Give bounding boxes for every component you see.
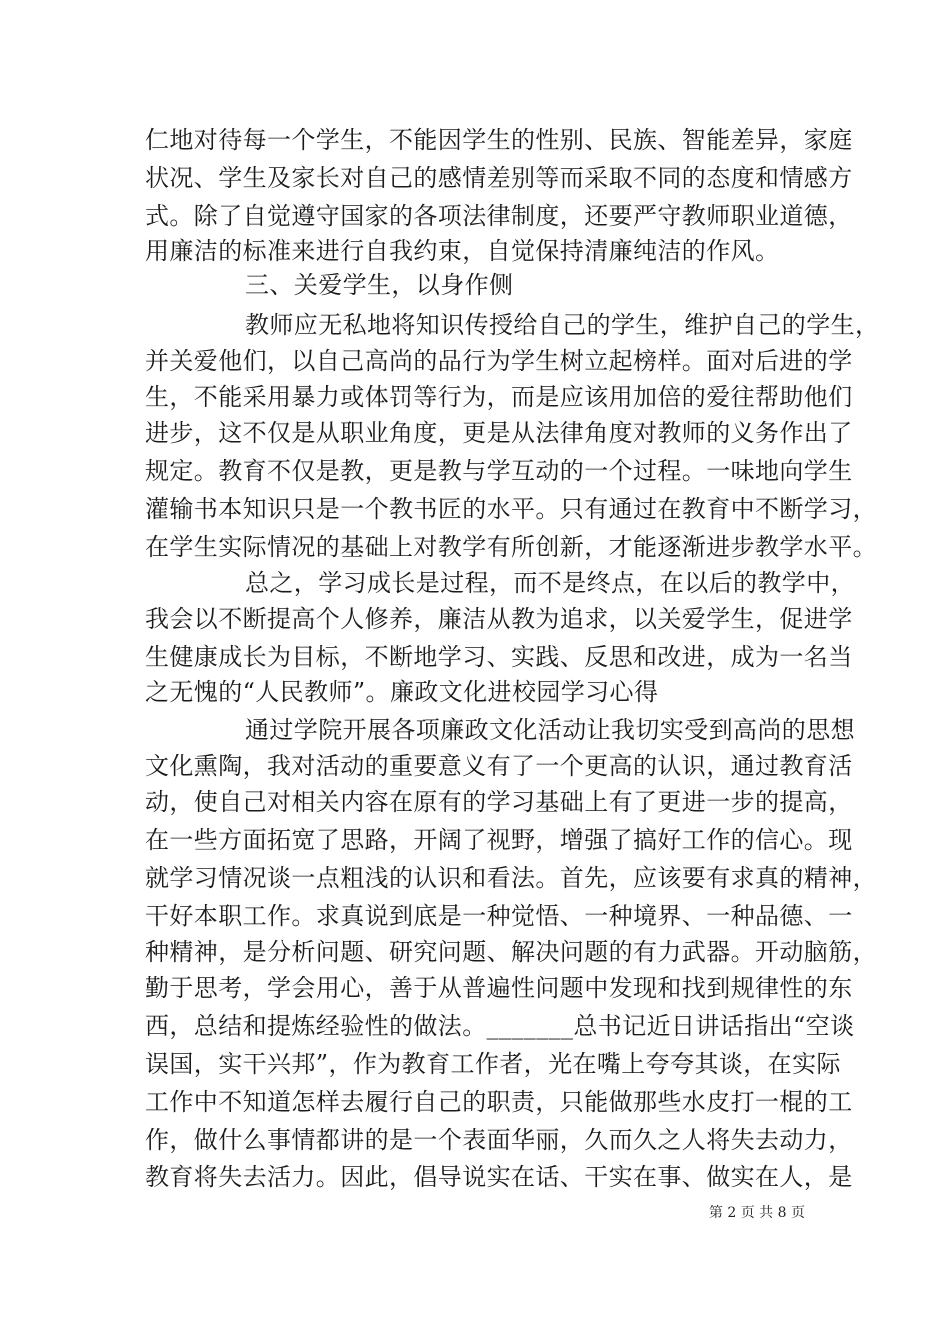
text-line: 用廉洁的标准来进行自我约束，自觉保持清廉纯洁的作风。 (145, 237, 780, 265)
page-number: 第 2 页 共 8 页 (708, 1205, 805, 1221)
text-line: 种精神，是分析问题、研究问题、解决问题的有力武器。开动脑筋， (145, 938, 877, 966)
text-line: 西，总结和提炼经验性的做法。_______总书记近日讲话指出“空谈 (145, 1012, 855, 1040)
text-line: 状况、学生及家长对自己的感情差别等而采取不同的态度和情感方 (145, 164, 853, 192)
paragraph-start-line: 教师应无私地将知识传授给自己的学生，维护自己的学生， (245, 311, 880, 339)
text-line: 教育将失去活力。因此，倡导说实在话、干实在事、做实在人，是 (145, 1163, 853, 1191)
text-line: 生，不能采用暴力或体罚等行为，而是应该用加倍的爱往帮助他们 (145, 383, 853, 411)
text-line: 就学习情况谈一点粗浅的认识和看法。首先，应该要有求真的精神， (145, 864, 877, 892)
text-line: 之无愧的“人民教师”。廉政文化进校园学习心得 (145, 678, 659, 706)
section-heading: 三、关爱学生，以身作侧 (245, 271, 514, 299)
text-line: 动，使自己对相关内容在原有的学习基础上有了更进一步的提高， (145, 788, 853, 816)
text-line: 式。除了自觉遵守国家的各项法律制度，还要严守教师职业道德， (145, 202, 853, 230)
text-line: 仁地对待每一个学生，不能因学生的性别、民族、智能差异，家庭 (145, 126, 853, 154)
text-line: 我会以不断提高个人修养，廉洁从教为追求，以关爱学生，促进学 (145, 605, 853, 633)
text-line: 生健康成长为目标，不断地学习、实践、反思和改进，成为一名当 (145, 643, 853, 671)
text-line: 干好本职工作。求真说到底是一种觉悟、一种境界、一种品德、一 (145, 902, 853, 930)
text-line: 误国，实干兴邦”，作为教育工作者，光在嘴上夸夸其谈，在实际 (145, 1050, 841, 1078)
paragraph-start-line: 通过学院开展各项廉政文化活动让我切实受到高尚的思想 (245, 716, 855, 744)
text-line: 工作中不知道怎样去履行自己的职责，只能做那些水皮打一棍的工 (145, 1088, 853, 1116)
text-line: 在一些方面拓宽了思路，开阔了视野，增强了搞好工作的信心。现 (145, 826, 853, 854)
text-line: 灌输书本知识只是一个教书匠的水平。只有通过在教育中不断学习， (145, 495, 877, 523)
text-line: 在学生实际情况的基础上对教学有所创新，才能逐渐进步教学水平。 (145, 533, 877, 561)
paragraph-start-line: 总之，学习成长是过程，而不是终点，在以后的教学中， (245, 569, 855, 597)
text-line: 作，做什么事情都讲的是一个表面华丽，久而久之人将失去动力， (145, 1126, 853, 1154)
text-line: 规定。教育不仅是教，更是教与学互动的一个过程。一味地向学生 (145, 457, 853, 485)
text-line: 并关爱他们，以自己高尚的品行为学生树立起榜样。面对后进的学 (145, 347, 853, 375)
text-line: 勤于思考，学会用心，善于从普遍性问题中发现和找到规律性的东 (145, 974, 853, 1002)
text-line: 文化熏陶，我对活动的重要意义有了一个更高的认识，通过教育活 (145, 752, 853, 780)
text-line: 进步，这不仅是从职业角度，更是从法律角度对教师的义务作出了 (145, 419, 853, 447)
